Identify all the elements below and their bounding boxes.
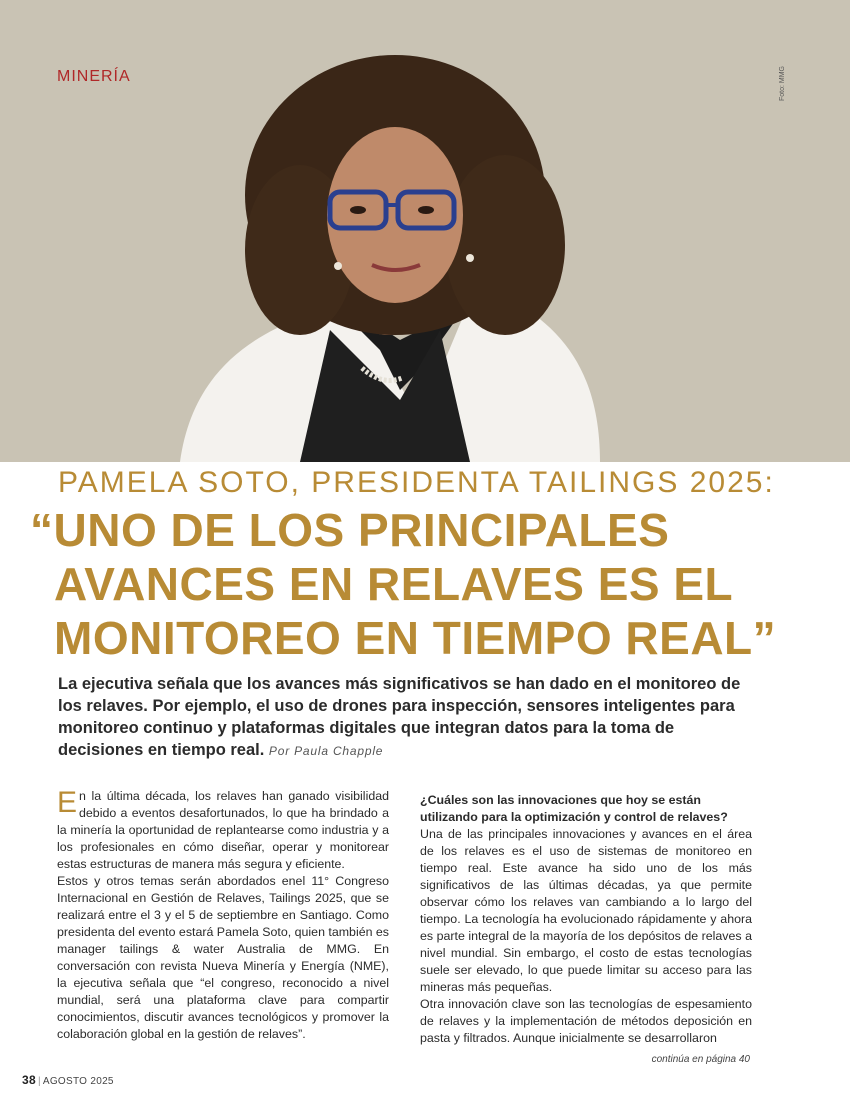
- headline-line-2: AVANCES EN RELAVES ES EL: [54, 558, 734, 610]
- paragraph-text: n la última década, los relaves han ganado visibilidad debido a eventos desafortunados, lo que ha brindado a la minería la oportunidad de replantearse como industria y a los profesionales en cómo diseñar, operar y monitorear estas estructuras de manera más segura y eficiente.: [57, 789, 389, 871]
- footer-divider: |: [37, 1076, 41, 1087]
- paragraph: [57, 788, 389, 873]
- paragraph: Una de las principales innovaciones y avances en el área de los relaves es el uso de sistemas de monitoreo en tiempo real. Este avance ha sido uno de los más significativos de las últimas décadas, ya que permite observar cómo los relaves van cambiando a lo largo del tiempo. La tecnología ha evolucionado rápidamente y ahora es parte integral de la mayoría de los depósitos de relaves a nivel mundial. Sin embargo, el costo de estas tecnologías suele ser elevado, lo que puede limitar su acceso para las mineras más pequeñas.: [420, 827, 752, 994]
- issue-date: AGOSTO 2025: [42, 1076, 114, 1087]
- kicker: PAMELA SOTO, PRESIDENTA TAILINGS 2025:: [58, 466, 775, 499]
- column-left: [57, 788, 389, 1043]
- section-label: MINERÍA: [57, 68, 131, 85]
- headline: [30, 503, 830, 665]
- headline-line-3: MONITOREO EN TIEMPO REAL”: [54, 612, 777, 664]
- paragraph: Estos y otros temas serán abordados enel 11° Congreso Internacional en Gestión de Relaves, Tailings 2025, que se realizará entre el 3 y el 5 de septiembre en Santiago. Como presidenta del evento estará Pamela Soto, quien también es manager tailings & water Australia de MMG. En conversación con revista Nueva Minería y Energía (NME), la ejecutiva señala que “el congreso, reconocido a nivel mundial, será una plataforma clave para compartir conocimientos, discutir avances tecnológicos y promover la colaboración global en la gestión de relaves”.: [57, 874, 390, 1041]
- lede-text: La ejecutiva señala que los avances más significativos se han dado en el monitoreo de los relaves. Por ejemplo, el uso de drones para inspección, sensores inteligentes para monitoreo continuo y plataformas digitales que integran datos para la toma de decisiones en tiempo real.: [58, 675, 741, 759]
- column-right: [420, 792, 752, 1047]
- byline: Por Paula Chapple: [268, 744, 384, 758]
- headline-line-1: “UNO DE LOS PRINCIPALES: [30, 504, 670, 556]
- continues-note: continúa en página 40: [651, 1054, 750, 1065]
- page-number: 38: [22, 1073, 36, 1087]
- lede: [58, 673, 750, 762]
- hero-photo: [0, 0, 850, 462]
- paragraph: Otra innovación clave son las tecnologías de espesamiento de relaves y la implementación de métodos deposición en pasta y filtrados. Aunque inicialmente se desarrollaron: [420, 997, 752, 1045]
- photo-credit: Foto: MMG: [779, 66, 786, 102]
- page-footer: [22, 1073, 114, 1087]
- interview-question: ¿Cuáles son las innovaciones que hoy se están utilizando para la optimización y control de relaves?: [420, 793, 728, 824]
- drop-cap: E: [57, 786, 78, 819]
